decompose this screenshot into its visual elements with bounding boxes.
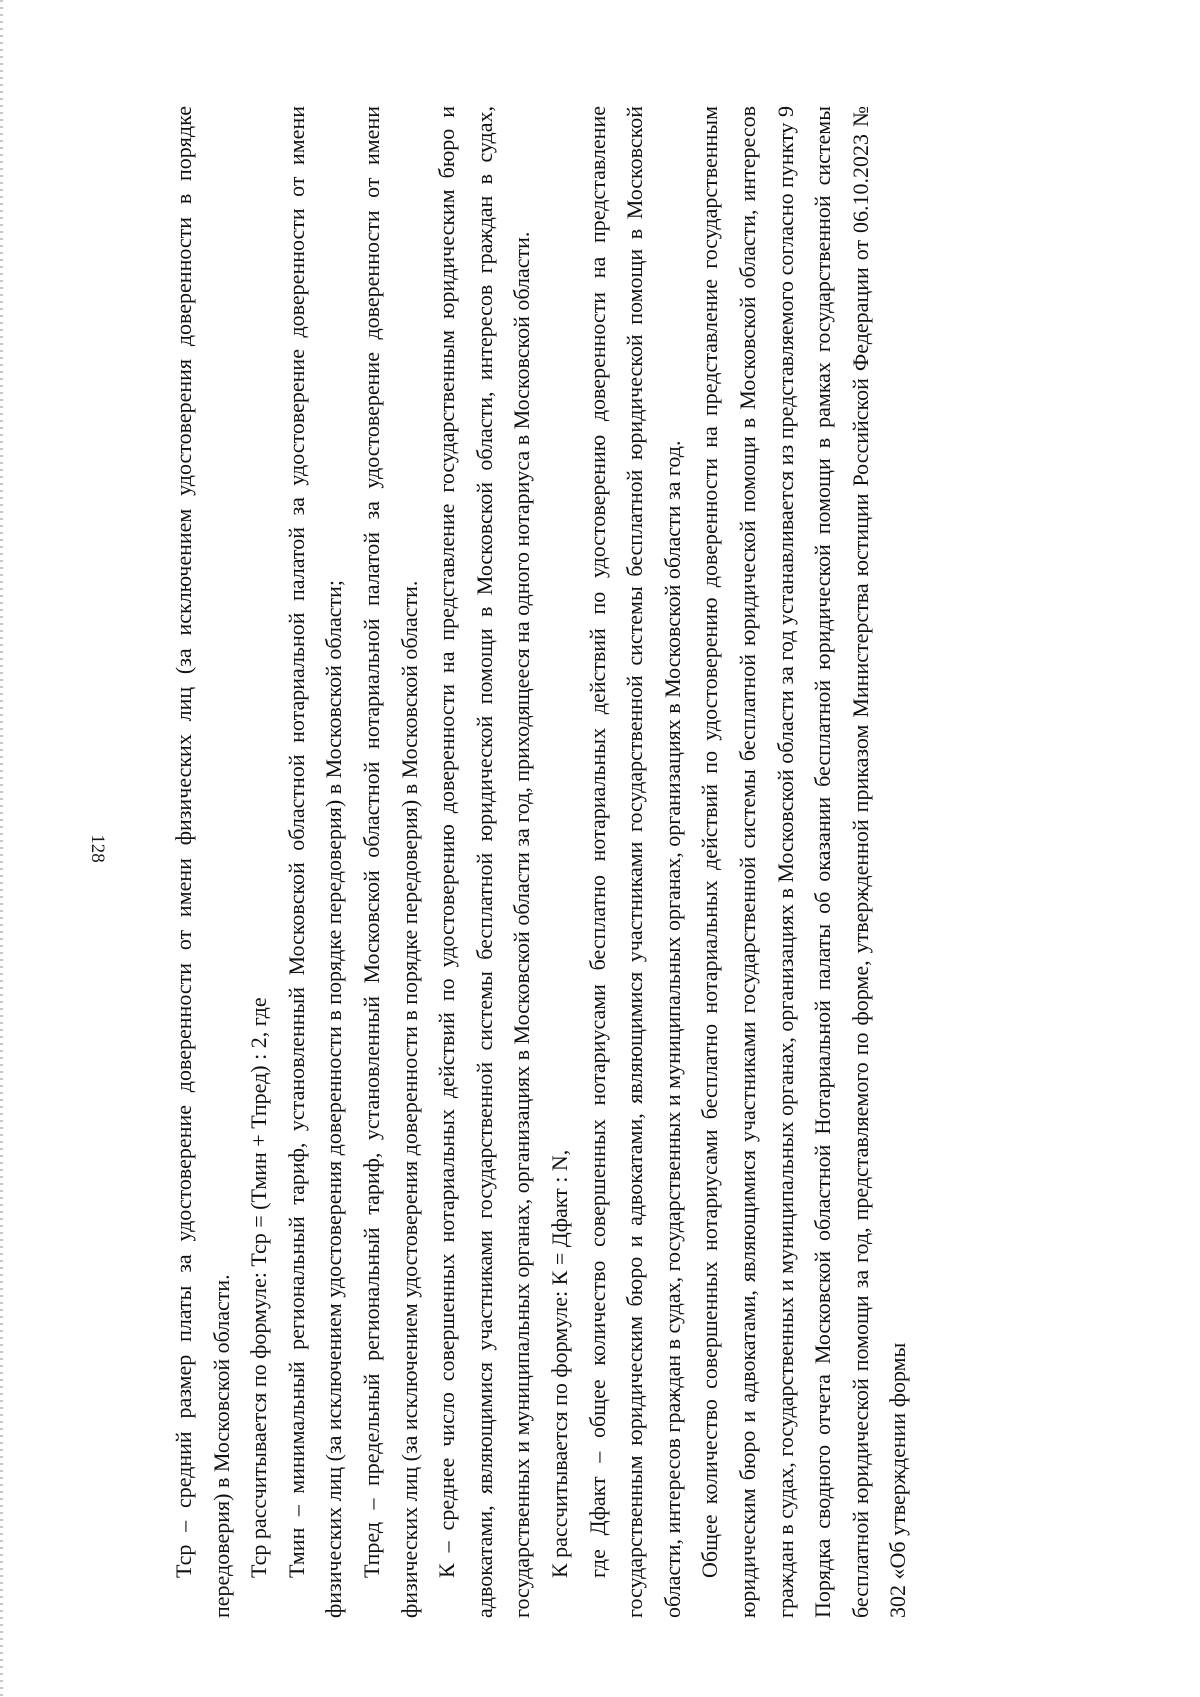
paragraph-tsr-formula: Тср рассчитывается по формуле: Тср = (Тмин + Тпред) : 2, где [246,997,272,1578]
page-number: 128 [87,834,108,863]
paragraph-dfakt-definition: где Дфакт – общее количество совершенных нотариусами бесплатно нотариальных действий по удостоверению доверенности на представление государственным юридическим бюро и адвокатами, являющимися участниками государственной системы бесплатной юридической помощи в Московской области, интересов граждан в судах, государственных и муниципальных органах, организациях в Московской области за год. [584,106,685,1618]
paragraph-k-formula: К рассчитывается по формуле: К = Дфакт : N, [546,1149,572,1578]
paragraph-tsr-definition: Тср – средний размер платы за удостоверение доверенности от имени физических лиц (за исключением удостоверения доверенности в порядке передоверия) в Московской области. [171,106,234,1618]
paragraph-total-count: Общее количество совершенных нотариусами бесплатно нотариальных действий по удостоверению доверенности на представление государственным юридическим бюро и адвокатами, являющимися участниками государственной системы бесплатной юридической помощи в Московской области, интересов граждан в судах, государственных и муниципальных органах, организациях в Московской области за год устанавливается из представляемого согласно пункту 9 Порядка сводного отчета Московской областной Нотариальной палаты об оказании бесплатной юридической помощи в рамках государственной системы бесплатной юридической помощи за год, представляемого по форме, утвержденной приказом Министерства юстиции Российской Федерации от 06.10.2023 № 302 «Об утверждении формы [697,106,911,1618]
paragraph-tpred-definition: Тпред – предельный региональный тариф, установленный Московской областной нотариальной палатой за удостоверение доверенности от имени физических лиц (за исключением удостоверения доверенности в порядке передоверия) в Московской области. [358,106,422,1618]
paragraph-tmin-definition: Тмин – минимальный региональный тариф, установленный Московской областной нотариальной палатой за удостоверение доверенности от имени физических лиц (за исключением удостоверения доверенности в порядке передоверия) в Московской области; [283,106,347,1618]
body-text [165,106,917,1618]
paragraph-k-definition: К – среднее число совершенных нотариальных действий по удостоверению доверенности на представление государственным юридическим бюро и адвокатами, являющимися участниками государственной системы бесплатной юридической помощи в Московской области, интересов граждан в судах, государственных и муниципальных органах, организациях в Московской области за год, приходящееся на одного нотариуса в Московской области. [434,106,535,1618]
